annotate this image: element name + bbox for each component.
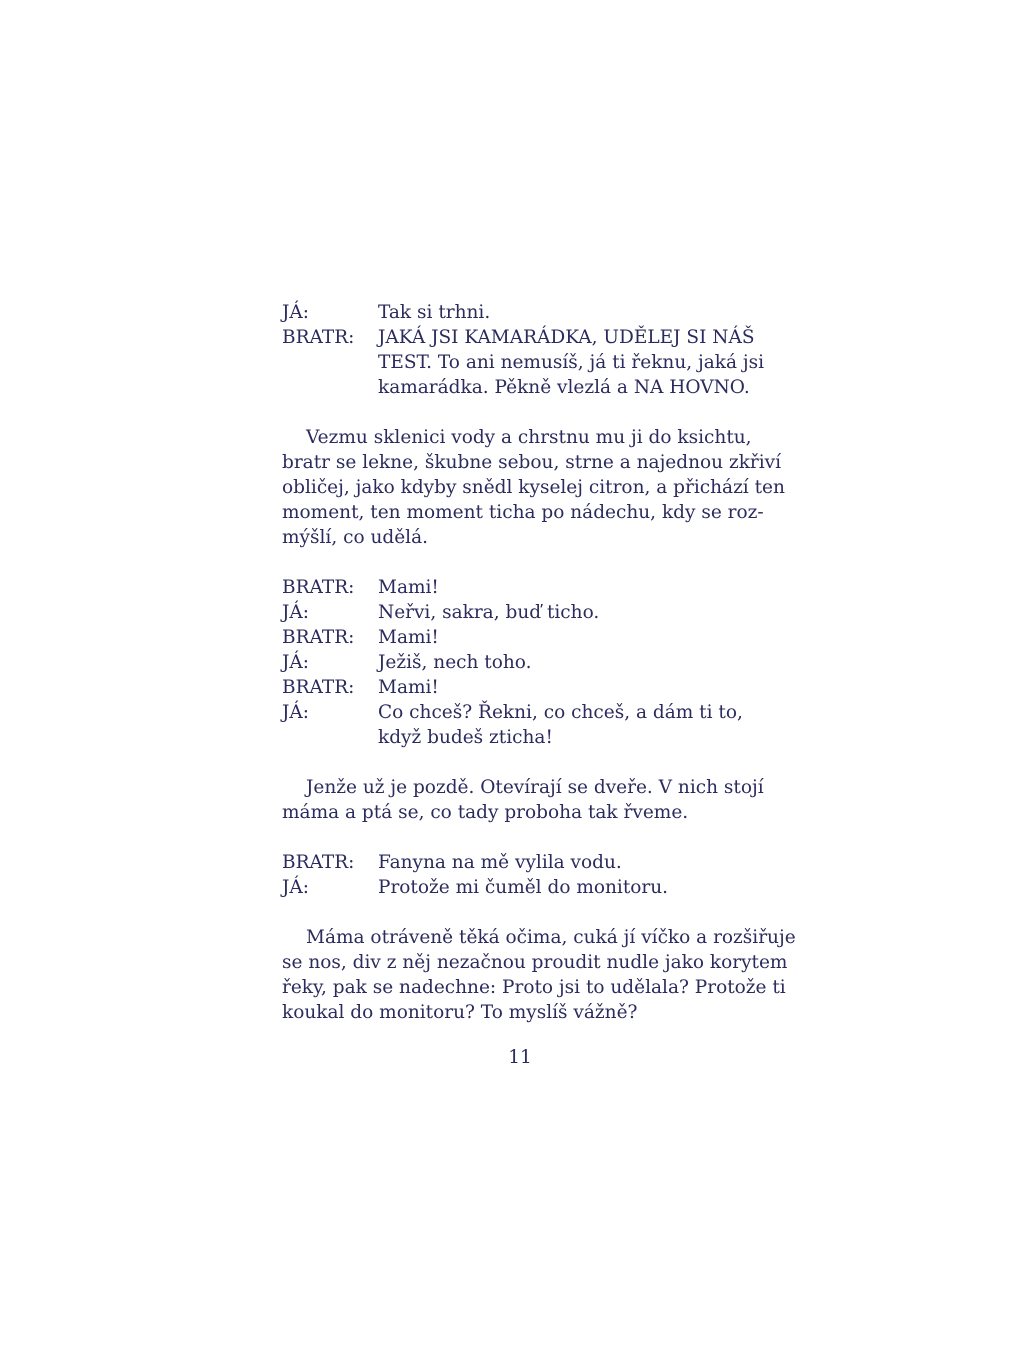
dialogue-line: Mami! xyxy=(378,677,439,698)
paragraph-line: bratr se lekne, škubne sebou, strne a najednou zkřiví xyxy=(282,452,782,473)
paragraph-line: moment, ten moment ticha po nádechu, kdy se roz- xyxy=(282,502,764,523)
dialogue-line: Mami! xyxy=(378,627,439,648)
dialogue-line: Mami! xyxy=(378,577,439,598)
paragraph-line: mýšlí, co udělá. xyxy=(282,527,428,548)
dialogue-line: Fanyna na mě vylila vodu. xyxy=(378,852,622,873)
speaker-label: JÁ: xyxy=(282,602,310,623)
speaker-label: JÁ: xyxy=(282,652,310,673)
dialogue-block-3 xyxy=(282,850,758,900)
speaker-label: JÁ: xyxy=(282,877,310,898)
paragraph-line: se nos, div z něj nezačnou proudit nudle jako korytem xyxy=(282,952,788,973)
page-number: 11 xyxy=(508,1047,532,1068)
paragraph-line: Máma otráveně těká očima, cuká jí víčko a rozšiřuje xyxy=(306,927,796,948)
paragraph-line: Vezmu sklenici vody a chrstnu mu ji do ksichtu, xyxy=(306,427,752,448)
dialogue-line: JAKÁ JSI KAMARÁDKA, UDĚLEJ SI NÁŠ xyxy=(378,327,755,348)
paragraph-3 xyxy=(282,925,796,1025)
dialogue-line: Ježiš, nech toho. xyxy=(378,652,532,673)
speaker-label: BRATR: xyxy=(282,852,355,873)
speaker-label: BRATR: xyxy=(282,577,355,598)
speaker-label: BRATR: xyxy=(282,627,355,648)
paragraph-line: řeky, pak se nadechne: Proto jsi to udělala? Protože ti xyxy=(282,977,786,998)
dialogue-block-2 xyxy=(282,575,758,750)
speaker-label: BRATR: xyxy=(282,327,355,348)
paragraph-line: obličej, jako kdyby snědl kyselej citron, a přichází ten xyxy=(282,477,785,498)
dialogue-block-1 xyxy=(282,300,765,400)
dialogue-line: Neřvi, sakra, buď ticho. xyxy=(378,602,600,623)
dialogue-line: TEST. To ani nemusíš, já ti řeknu, jaká jsi xyxy=(378,352,765,373)
paragraph-1 xyxy=(282,425,785,550)
dialogue-line: když budeš zticha! xyxy=(378,727,553,748)
dialogue-line: Co chceš? Řekni, co chceš, a dám ti to, xyxy=(378,702,743,723)
book-page xyxy=(282,300,796,1068)
dialogue-line: kamarádka. Pěkně vlezlá a NA HOVNO. xyxy=(378,377,750,398)
dialogue-line: Tak si trhni. xyxy=(378,302,491,323)
paragraph-line: koukal do monitoru? To myslíš vážně? xyxy=(282,1002,638,1023)
paragraph-line: máma a ptá se, co tady proboha tak řveme. xyxy=(282,802,689,823)
dialogue-line: Protože mi čuměl do monitoru. xyxy=(378,877,669,898)
speaker-label: BRATR: xyxy=(282,677,355,698)
paragraph-2 xyxy=(282,775,764,825)
speaker-label: JÁ: xyxy=(282,702,310,723)
speaker-label: JÁ: xyxy=(282,302,310,323)
paragraph-line: Jenže už je pozdě. Otevírají se dveře. V nich stojí xyxy=(306,777,764,798)
